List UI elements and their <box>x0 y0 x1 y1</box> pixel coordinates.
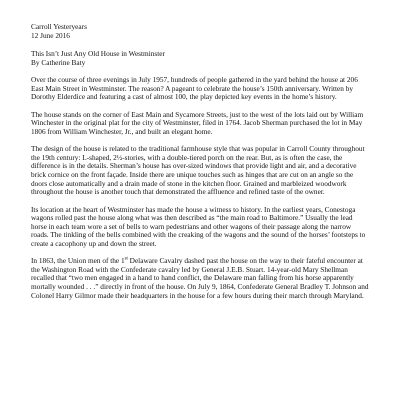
ordinal-superscript: st <box>124 256 128 262</box>
paragraph-civil-war-text-end: Delaware Cavalry dashed past the house on the way to their fateful encounter at the Washington Road with the Confederate cavalry led by General J.E.B. Stuart. 14-year-old Mary Shellman recalled that “two men engaged in a hand to hand conflict, the Delaware man falling from his horse apparently mortally wounded . . .” directly in front of the house. On July 9, 1864, Confederate General Bradley T. Johnson and Colonel Harry Gilmor made their headquarters in the house for a few hours during their march through Maryland. <box>31 256 369 300</box>
byline: By Catherine Baty <box>31 58 86 67</box>
header-spacer <box>31 40 370 49</box>
paragraph-civil-war <box>31 257 370 300</box>
paragraph-location: The house stands on the corner of East Main and Sycamore Streets, just to the west of the lots laid out by William Winchester in the original plat for the city of Westminster, filed in 1764. Jacob Sherman purchased the lot in May 1806 from William Winchester, Jr., and built an elegant home. <box>31 109 364 136</box>
paragraph-history: Its location at the heart of Westminster has made the house a witness to history. In the earliest years, Conestoga wagons rolled past the house along what was then described as “the main road to Baltimore.” Usually the lead horse in each team wore a set of bells to warn pedestrians and other wagons of their passage along the narrow roads. The tinkling of the bells combined with the creaking of the wagons and the sound of the horses’ footsteps to create a cacophony up and down the street. <box>31 204 366 248</box>
publication-date: 12 June 2016 <box>31 31 70 40</box>
column-name: Carroll Yesteryears <box>31 22 87 31</box>
paragraph-pageant: Over the course of three evenings in July 1957, hundreds of people gathered in the yard behind the house at 206 East Main Street in Westminster. The reason? A pageant to celebrate the house’s 150th anniversary. Written by Dorothy Elderdice and featuring a cast of almost 100, the play depicted key events in the home’s history. <box>31 75 358 102</box>
paragraph-design: The design of the house is related to the traditional farmhouse style that was popular in Carroll County throughout the 19th century: L-shaped, 2½-stories, with a double-tiered porch on the rear. But, as is often the case, the difference is in the details. Sherman’s house has over-sized windows that provide light and air, and a decorative brick cornice on the front façade. Inside there are unique touches such as hinges that are cut on an angle so the doors close automatically and a drain made of stone in the kitchen floor. Grained and marbleized woodwork throughout the house is another touch that demonstrated the affluence and refined taste of the owner. <box>31 144 365 197</box>
article-title: This Isn’t Just Any Old House in Westminster <box>31 49 165 58</box>
paragraph-civil-war-text-start: In 1863, the Union men of the 1 <box>31 256 125 266</box>
